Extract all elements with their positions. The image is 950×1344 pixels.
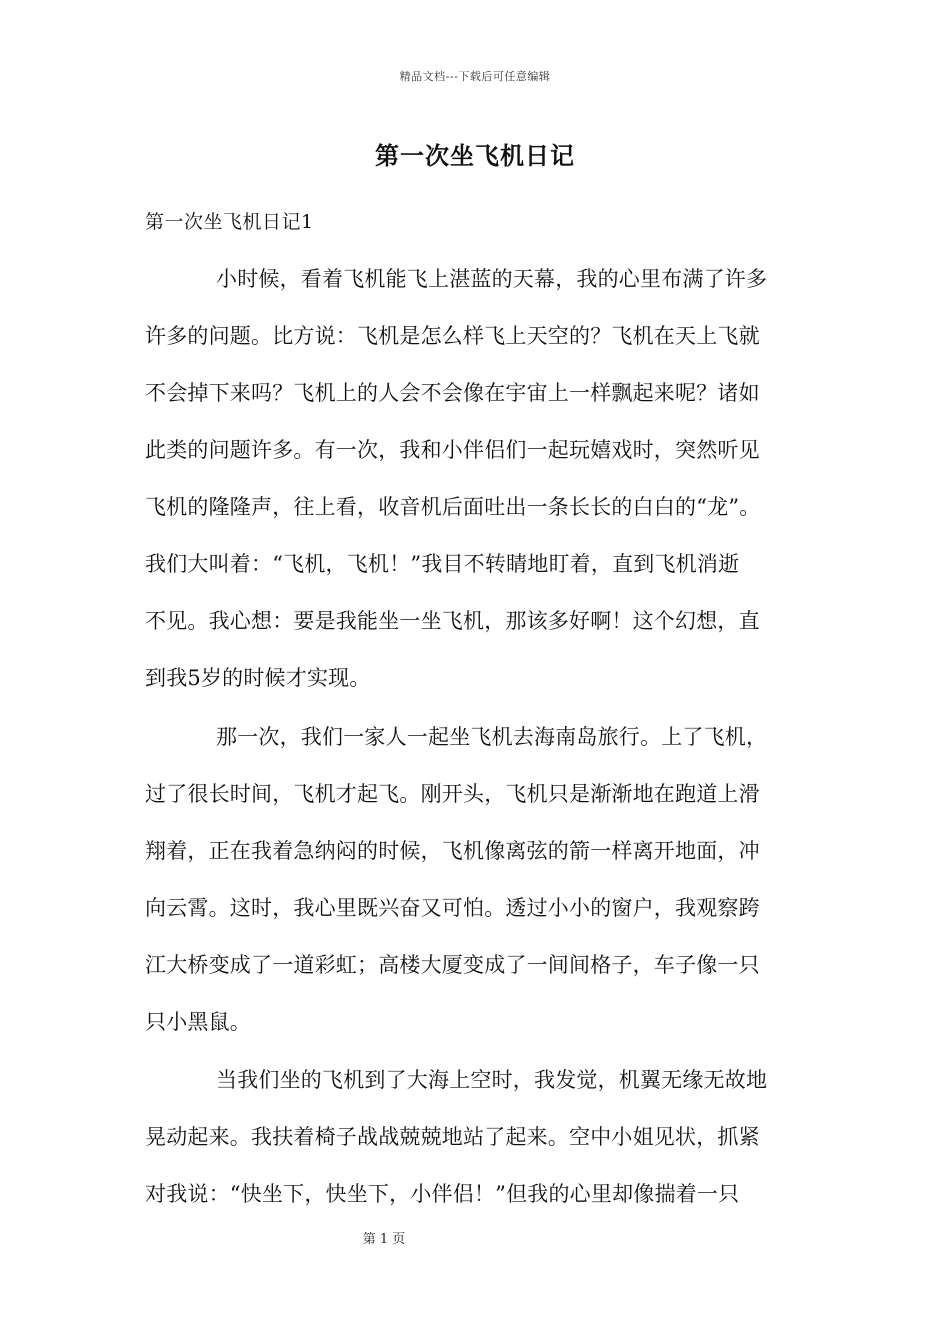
body-line: 过了很长时间，飞机才起飞。刚开头，飞机只是渐渐地在跑道上滑 bbox=[145, 782, 760, 806]
document-title: 第一次坐飞机日记 bbox=[375, 141, 575, 170]
body-line: 只小黑鼠。 bbox=[145, 1010, 251, 1034]
body-line: 晃动起来。我扶着椅子战战兢兢地站了起来。空中小姐见状，抓紧 bbox=[145, 1125, 760, 1149]
body-line: 飞机的隆隆声，往上看，收音机后面吐出一条长长的白白的“龙”。 bbox=[145, 495, 761, 519]
body-line: 许多的问题。比方说：飞机是怎么样飞上天空的？飞机在天上飞就 bbox=[145, 324, 760, 348]
body-line: 不会掉下来吗？飞机上的人会不会像在宇宙上一样飘起来呢？诸如 bbox=[145, 381, 760, 405]
section-heading: 第一次坐飞机日记1 bbox=[145, 211, 314, 233]
body-line: 不见。我心想：要是我能坐一坐飞机，那该多好啊！这个幻想，直 bbox=[145, 609, 760, 633]
body-line: 小时候，看着飞机能飞上湛蓝的天幕，我的心里布满了许多 bbox=[216, 267, 768, 291]
header-note: 精品文档---下载后可任意编辑 bbox=[399, 70, 551, 83]
body-line: 那一次，我们一家人一起坐飞机去海南岛旅行。上了飞机， bbox=[216, 725, 768, 749]
body-line: 此类的问题许多。有一次，我和小伴侣们一起玩嬉戏时，突然听见 bbox=[145, 438, 760, 462]
body-line: 我们大叫着：“飞机，飞机！”我目不转睛地盯着，直到飞机消逝 bbox=[145, 552, 740, 576]
body-line: 当我们坐的飞机到了大海上空时，我发觉，机翼无缘无故地 bbox=[216, 1068, 768, 1092]
body-line: 向云霄。这时，我心里既兴奋又可怕。透过小小的窗户，我观察跨 bbox=[145, 896, 760, 920]
body-line: 江大桥变成了一道彩虹；高楼大厦变成了一间间格子，车子像一只 bbox=[145, 953, 760, 977]
body-line: 到我5岁的时候才实现。 bbox=[145, 666, 371, 690]
body-line: 翔着，正在我着急纳闷的时候，飞机像离弦的箭一样离开地面，冲 bbox=[145, 839, 760, 863]
body-line: 对我说：“快坐下，快坐下，小伴侣！”但我的心里却像揣着一只 bbox=[145, 1182, 740, 1206]
page-number: 第 1 页 bbox=[362, 1232, 406, 1247]
